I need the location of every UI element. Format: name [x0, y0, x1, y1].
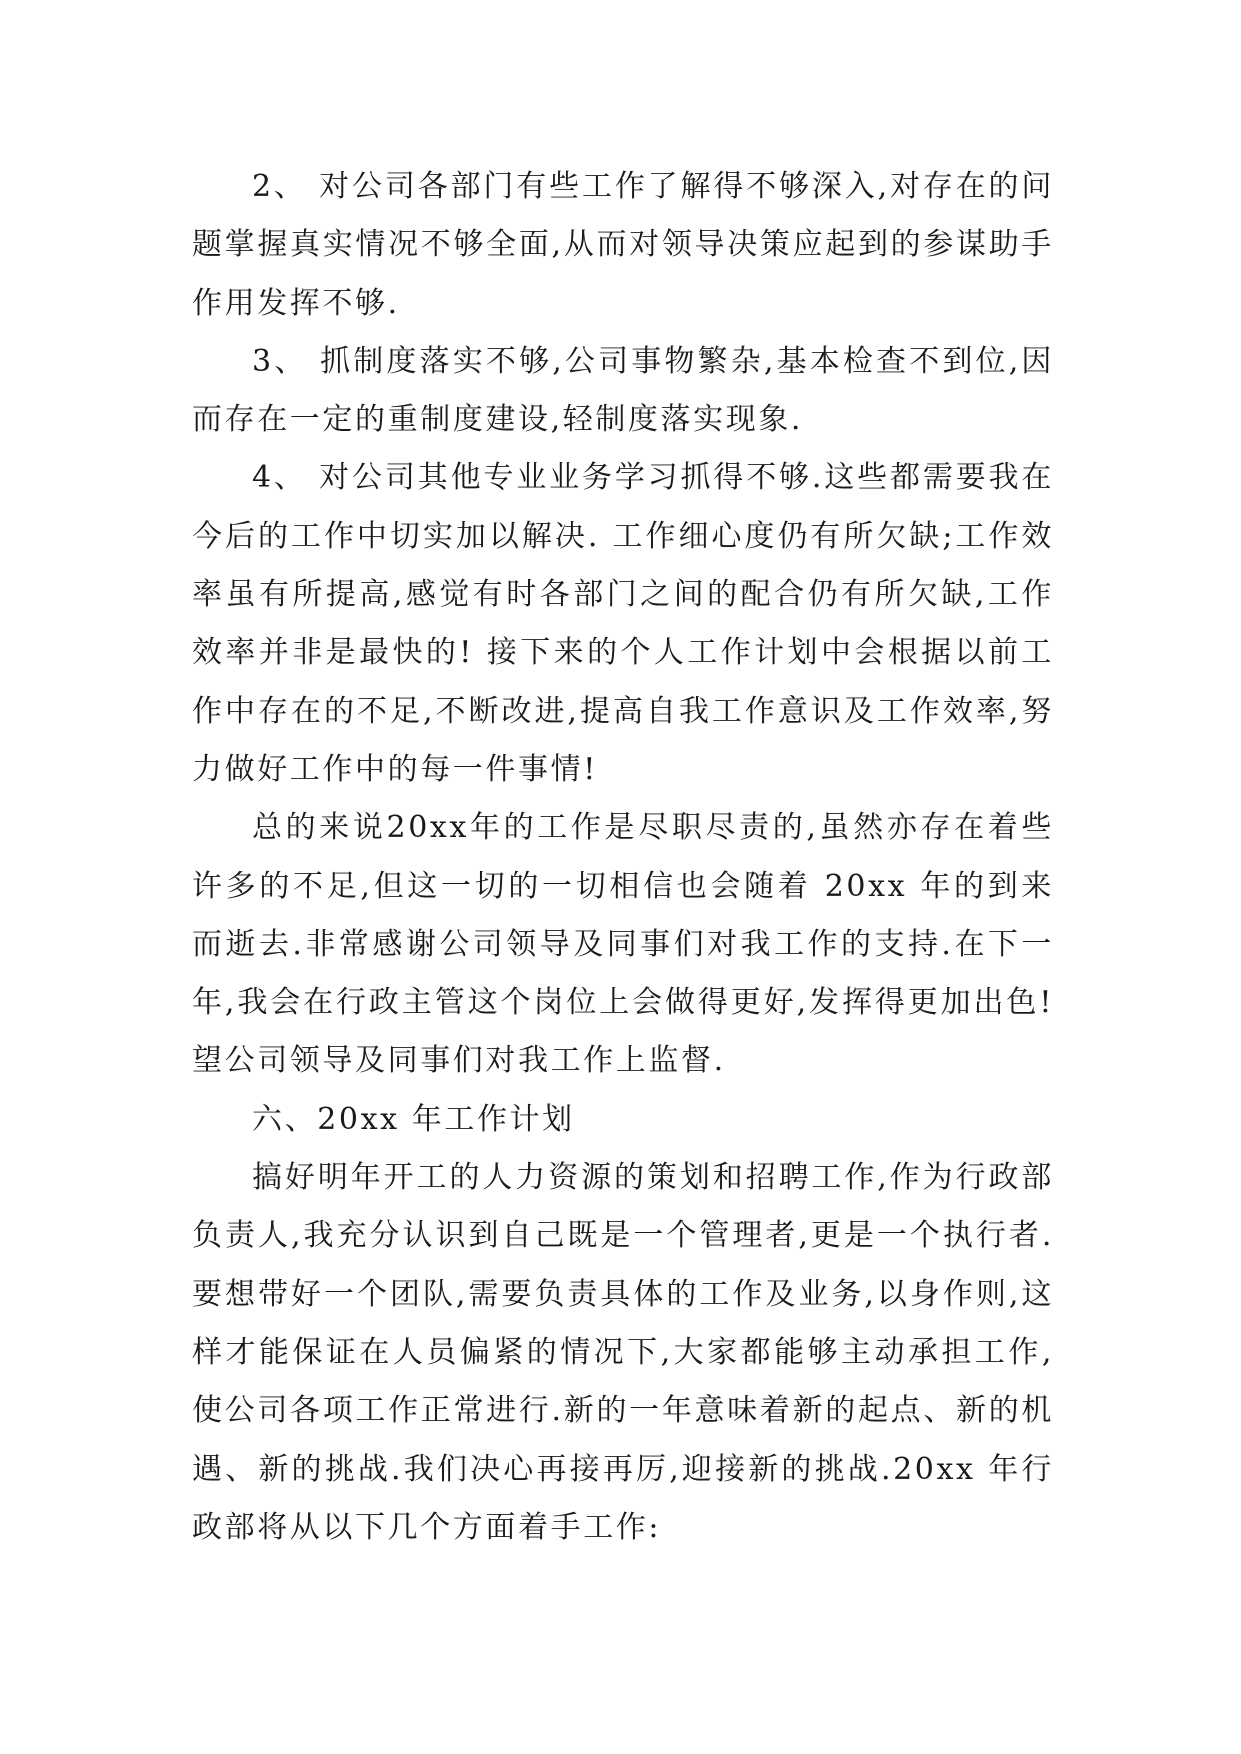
paragraph-item-3: 3、 抓制度落实不够,公司事物繁杂,基本检查不到位,因而存在一定的重制度建设,轻制度落实现象.	[192, 343, 1054, 438]
paragraph-plan: 搞好明年开工的人力资源的策划和招聘工作,作为行政部负责人,我充分认识到自己既是一个管理者,更是一个执行者.要想带好一个团队,需要负责具体的工作及业务,以身作则,这样才能保证在人员偏紧的情况下,大家都能够主动承担工作,使公司各项工作正常进行.新的一年意味着新的起点、新的机遇、新的挑战.我们决心再接再厉,迎接新的挑战.20xx 年行政部将从以下几个方面着手工作:	[192, 1160, 1054, 1545]
document-body	[192, 158, 1054, 1557]
paragraph-summary: 总的来说20xx年的工作是尽职尽责的,虽然亦存在着些许多的不足,但这一切的一切相信也会随着 20xx 年的到来而逝去.非常感谢公司领导及同事们对我工作的支持.在下一年,我会在行政主管这个岗位上会做得更好,发挥得更加出色!望公司领导及同事们对我工作上监督.	[192, 810, 1054, 1079]
paragraph-item-2: 2、 对公司各部门有些工作了解得不够深入,对存在的问题掌握真实情况不够全面,从而对领导决策应起到的参谋助手作用发挥不够.	[192, 169, 1054, 321]
paragraph-item-4: 4、 对公司其他专业业务学习抓得不够.这些都需要我在今后的工作中切实加以解决. 工作细心度仍有所欠缺;工作效率虽有所提高,感觉有时各部门之间的配合仍有所欠缺,工作效率并非是最快的! 接下来的个人工作计划中会根据以前工作中存在的不足,不断改进,提高自我工作意识及工作效率,努力做好工作中的每一件事情!	[192, 460, 1054, 787]
section-heading: 六、20xx 年工作计划	[252, 1101, 575, 1137]
